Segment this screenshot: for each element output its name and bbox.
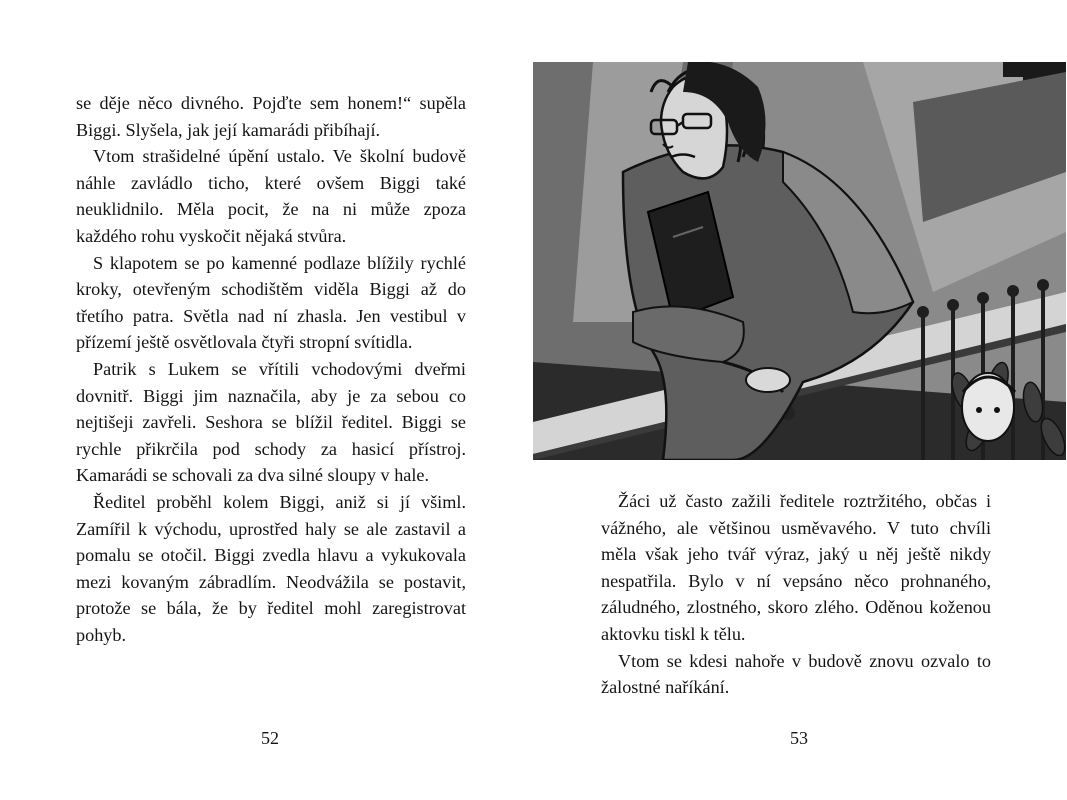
paragraph: Žáci už často zažili ředitele roztržitého, občas i vážného, ale většinou usměvavého. V tuto chvíli měla však jeho tvář výraz, jaký u něj ještě nikdy nespatřila. Bylo v ní vepsáno něco prohnaného, záludného, zlostného, skoro zlého. Oděnou koženou aktovku tiskl k tělu.	[601, 491, 991, 644]
right-page	[533, 0, 1067, 800]
headmaster-illustration-icon	[533, 62, 1066, 460]
left-page-text	[76, 90, 466, 648]
page-number: 53	[790, 728, 808, 748]
paragraph: Vtom se kdesi nahoře v budově znovu ozvalo to žalostné naříkání.	[601, 650, 991, 698]
paragraph: se děje něco divného. Pojďte sem honem!“ supěla Biggi. Slyšela, jak její kamarádi přibíhají.	[76, 93, 466, 140]
page-number: 52	[261, 728, 279, 748]
paragraph: Vtom strašidelné úpění ustalo. Ve školní budově náhle zavládlo ticho, které ovšem Biggi také neuklidnilo. Měla pocit, že na ni může zpoza každého rohu vyskočit nějaká stvůra.	[76, 146, 466, 246]
right-page-text	[601, 488, 991, 701]
paragraph: S klapotem se po kamenné podlaze blížily rychlé kroky, otevřeným schodištěm viděla Biggi až do třetího patra. Světla nad ní zhasla. Jen vestibul v přízemí ještě osvětlovala čtyři stropní svítidla.	[76, 252, 466, 353]
left-page	[0, 0, 533, 800]
paragraph: Patrik s Lukem se vřítili vchodovými dveřmi dovnitř. Biggi jim naznačila, aby je za sebou co nejtišeji zavřeli. Seshora se blížil ředitel. Biggi se rychle přikrčila pod schody za hasicí přístroj. Kamarádi se schovali za dva silné sloupy v hale.	[76, 358, 466, 486]
paragraph: Ředitel proběhl kolem Biggi, aniž si jí všiml. Zamířil k východu, uprostřed haly se ale zastavil a pomalu se otočil. Biggi zvedla hlavu a vykukovala mezi kovaným zábradlím. Neodvážila se postavit, protože se bála, že by ředitel mohl zaregistrovat pohyb.	[76, 491, 466, 645]
